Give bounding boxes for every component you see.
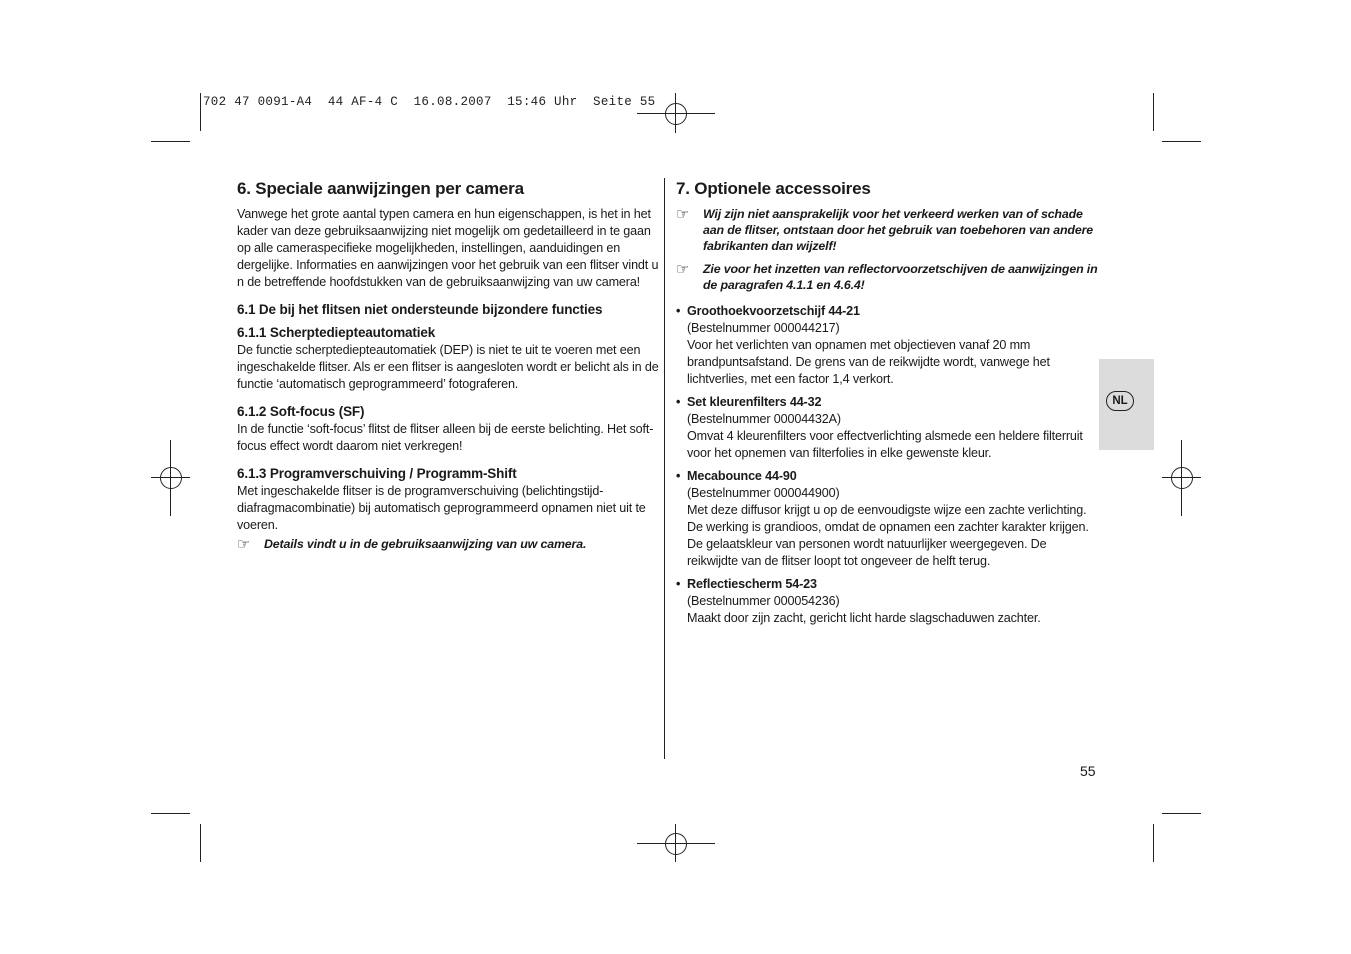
section-6-1-2-text: In de functie ‘soft-focus’ flitst de flitser alleen bij de eerste belichting. Het soft-focus effect wordt daarom niet verkregen! (237, 422, 654, 453)
bullet: • (676, 304, 681, 318)
accessory-item (676, 303, 1100, 388)
section-6-title: 6. Speciale aanwijzingen per camera (237, 179, 524, 198)
camera-manual-note-text: Details vindt u in de gebruiksaanwijzing van uw camera. (264, 537, 587, 551)
accessory-name: Groothoekvoorzetschijf 44-21 (687, 304, 860, 318)
accessory-description: Omvat 4 kleurenfilters voor effectverlichting alsmede een heldere filterruit voor het opnemen van filterfolies in elke gewenste kleur. (687, 429, 1083, 460)
liability-note-text: Wij zijn niet aansprakelijk voor het verkeerd werken van of schade aan de flitser, ontstaan door het gebruik van toebehoren van andere fabrikanten dan wijzelf! (703, 207, 1093, 253)
liability-note (676, 206, 1100, 254)
accessory-description: Voor het verlichten van opnamen met objectieven vanaf 20 mm brandpuntsafstand. De grens van de reikwijdte wordt, vanwege het lichtverlies, met een factor 1,4 verkort. (687, 338, 1050, 386)
section-7-title: 7. Optionele accessoires (676, 179, 871, 198)
accessory-name: Mecabounce 44-90 (687, 469, 797, 483)
accessory-item (676, 468, 1100, 570)
camera-manual-note (237, 536, 661, 553)
column-divider (664, 178, 665, 759)
reflector-note (676, 261, 1100, 293)
accessory-description: Met deze diffusor krijgt u op de eenvoudigste wijze een zachte verlichting. De werking is grandioos, omdat de opnamen een zachter karakter krijgen. De gelaatskleur van personen wordt natuurlijker weergegeven. De reikwijdte van de flitser loopt tot ongeveer de helft terug. (687, 503, 1089, 568)
section-6-1-3-text: Met ingeschakelde flitser is de programverschuiving (belichtingstijd-diafragmacombinatie) bij automatisch geprogrammeerd opnamen niet uit te voeren. (237, 484, 646, 532)
bullet: • (676, 577, 681, 591)
left-column (237, 178, 661, 553)
section-6-1-heading: 6.1 De bij het flitsen niet ondersteunde bijzondere functies (237, 302, 603, 317)
accessory-order-number: (Bestelnummer 00004432A) (687, 412, 841, 426)
accessory-item (676, 394, 1100, 462)
pointing-hand-icon: ☞ (676, 261, 690, 278)
accessory-description: Maakt door zijn zacht, gericht licht harde slagschaduwen zachter. (687, 611, 1041, 625)
section-6-1-3-heading: 6.1.3 Programverschuiving / Programm-Shift (237, 466, 517, 481)
reflector-note-text: Zie voor het inzetten van reflectorvoorzetschijven de aanwijzingen in de paragrafen 4.1.1 en 4.6.4! (703, 262, 1098, 292)
accessory-name: Set kleurenfilters 44-32 (687, 395, 822, 409)
bullet: • (676, 395, 681, 409)
pointing-hand-icon: ☞ (237, 536, 251, 553)
language-badge: NL (1106, 391, 1134, 411)
accessory-order-number: (Bestelnummer 000044900) (687, 486, 840, 500)
section-6-intro: Vanwege het grote aantal typen camera en hun eigenschappen, is het in het kader van deze gebruiksaanwijzing niet mogelijk om gedetailleerd in te gaan op alle cameraspecifieke mogelijkheden, instellingen, aanduidingen en dergelijke. Informaties en aanwijzingen voor het gebruik van een flitser vindt u n de betreffende hoofdstukken van de gebruiksaanwijzing van uw camera! (237, 207, 659, 289)
section-6-1-1-heading: 6.1.1 Scherptediepteautomatiek (237, 325, 436, 340)
section-6-1-2-heading: 6.1.2 Soft-focus (SF) (237, 404, 365, 419)
page-number: 55 (1080, 763, 1096, 779)
section-6-1-1-text: De functie scherptediepteautomatiek (DEP) is niet te uit te voeren met een ingeschakelde flitser. Als er een flitser is aangesloten wordt er belicht als in de functie ‘automatisch geprogrammeerd’ fotograferen. (237, 343, 659, 391)
print-slug: 702 47 0091-A4 44 AF-4 C 16.08.2007 15:46 Uhr Seite 55 (203, 95, 656, 109)
bullet: • (676, 469, 681, 483)
accessory-order-number: (Bestelnummer 000044217) (687, 321, 840, 335)
accessory-item (676, 576, 1100, 627)
accessory-order-number: (Bestelnummer 000054236) (687, 594, 840, 608)
pointing-hand-icon: ☞ (676, 206, 690, 223)
accessory-name: Reflectiescherm 54-23 (687, 577, 817, 591)
right-column (676, 178, 1100, 627)
